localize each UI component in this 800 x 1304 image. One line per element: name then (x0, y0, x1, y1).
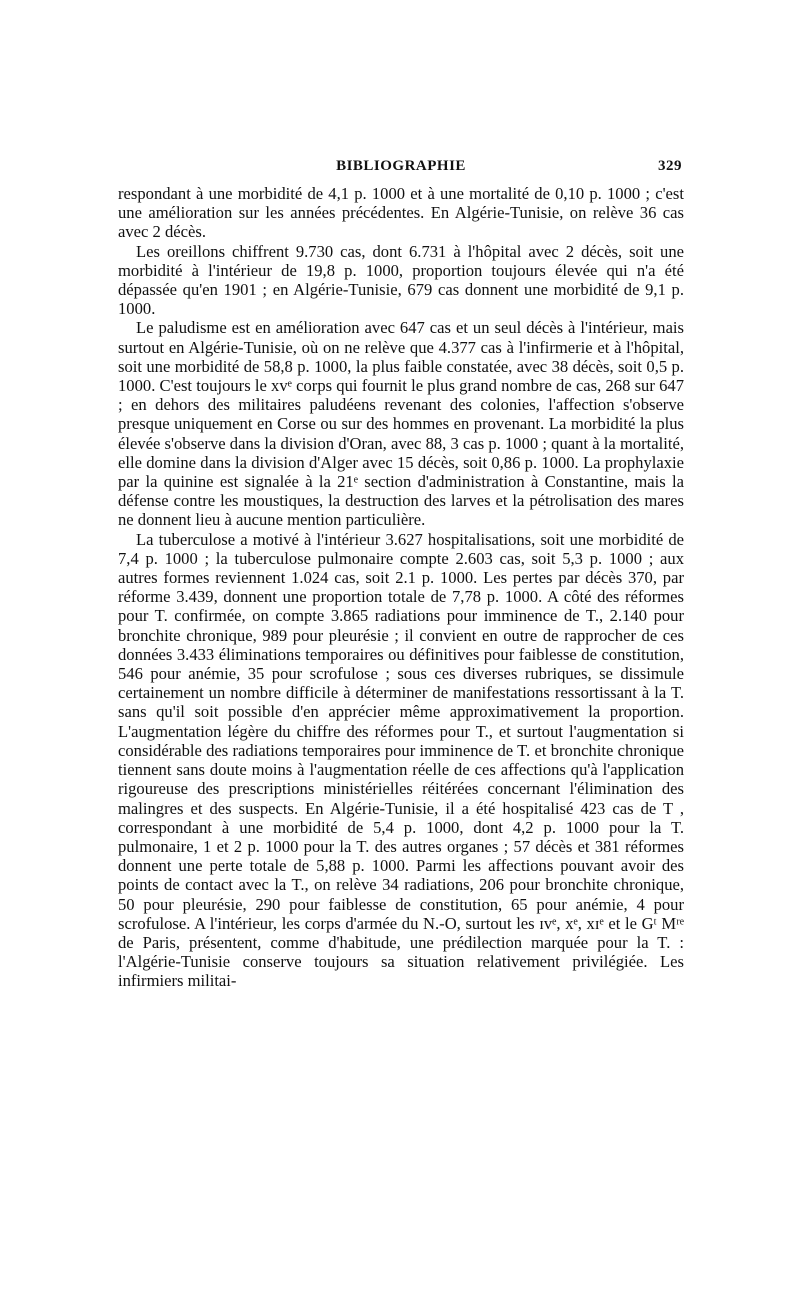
book-page (118, 148, 684, 991)
paragraph-paludisme: Le paludisme est en amélioration avec 647 cas et un seul décès à l'intérieur, mais surtout en Algérie-Tunisie, où on ne relève que 4.377 cas à l'infirmerie et à l'hôpital, soit une morbidité de 58,8 p. 1000, la plus faible constatée, avec 38 décès, soit 0,5 p. 1000. C'est toujours le xvᵉ corps qui fournit le plus grand nombre de cas, 268 sur 647 ; en dehors des militaires paludéens revenant des colonies, l'affection s'observe presque uniquement en Corse ou sur des hommes en provenant. La morbidité la plus élevée s'observe dans la division d'Oran, avec 88, 3 cas p. 1000 ; quant à la mortalité, elle domine dans la division d'Alger avec 15 décès, soit 0,86 p. 1000. La prophylaxie par la quinine est signalée à la 21ᵉ section d'administration à Constantine, mais la défense contre les moustiques, la destruction des larves et la pétrolisation des mares ne donnent lieu à aucune mention particulière. (118, 318, 684, 530)
page-number: 329 (658, 158, 682, 174)
running-head (118, 148, 684, 174)
body-text (118, 184, 684, 991)
paragraph-continuation: respondant à une morbidité de 4,1 p. 1000 et à une mortalité de 0,10 p. 1000 ; c'est une amélioration sur les années précédentes. En Algérie-Tunisie, on relève 36 cas avec 2 décès. (118, 184, 684, 242)
paragraph-oreillons: Les oreillons chiffrent 9.730 cas, dont 6.731 à l'hôpital avec 2 décès, soit une morbidité à l'intérieur de 19,8 p. 1000, proportion toujours élevée qui n'a été dépassée qu'en 1901 ; en Algérie-Tunisie, 679 cas donnent une morbidité de 9,1 p. 1000. (118, 241, 684, 319)
running-title: BIBLIOGRAPHIE (336, 158, 466, 174)
paragraph-tuberculose: La tuberculose a motivé à l'intérieur 3.627 hospitalisations, soit une morbidité de 7,4 p. 1000 ; la tuberculose pulmonaire compte 2.603 cas, soit 5,3 p. 1000 ; aux autres formes reviennent 1.024 cas, soit 2.1 p. 1000. Les pertes par décès 370, par réforme 3.439, donnent une proportion totale de 7,78 p. 1000. A côté des réformes pour T. confirmée, on compte 3.865 radiations pour imminence de T., 2.140 pour bronchite chronique, 989 pour pleurésie ; il convient en outre de rapprocher de ces données 3.433 éliminations temporaires ou définitives pour faiblesse de constitution, 546 pour anémie, 35 pour scrofulose ; sous ces diverses rubriques, se dissimule certainement un nombre difficile à déterminer de manifestations ressortissant à la T. sans qu'il soit possible d'en apprécier même approximativement la proportion. L'augmentation légère du chiffre des réformes pour T., et surtout l'augmentation si considérable des radiations temporaires pour imminence de T. et bronchite chronique tiennent sans doute moins à l'augmentation réelle de ces affections qu'à l'application rigoureuse des prescriptions ministérielles réitérées concernant l'élimination des malingres et des suspects. En Algérie-Tunisie, il a été hospitalisé 423 cas de T , correspondant à une morbidité de 5,4 p. 1000, dont 4,2 p. 1000 pour la T. pulmonaire, 1 et 2 p. 1000 pour la T. des autres organes ; 57 décès et 381 réformes donnent une perte totale de 5,88 p. 1000. Parmi les affections pouvant avoir des points de contact avec la T., on relève 34 radiations, 206 pour bronchite chronique, 50 pour pleurésie, 290 pour faiblesse de constitution, 65 pour anémie, 4 pour scrofulose. A l'intérieur, les corps d'armée du N.-O, surtout les ɪvᵉ, xᵉ, xɪᵉ et le Gᵗ Mʳᵉ de Paris, présentent, comme d'habitude, une prédilection marquée pour la T. : l'Algérie-Tunisie conserve toujours sa situation relativement privilégiée. Les infirmiers militai- (118, 529, 684, 991)
